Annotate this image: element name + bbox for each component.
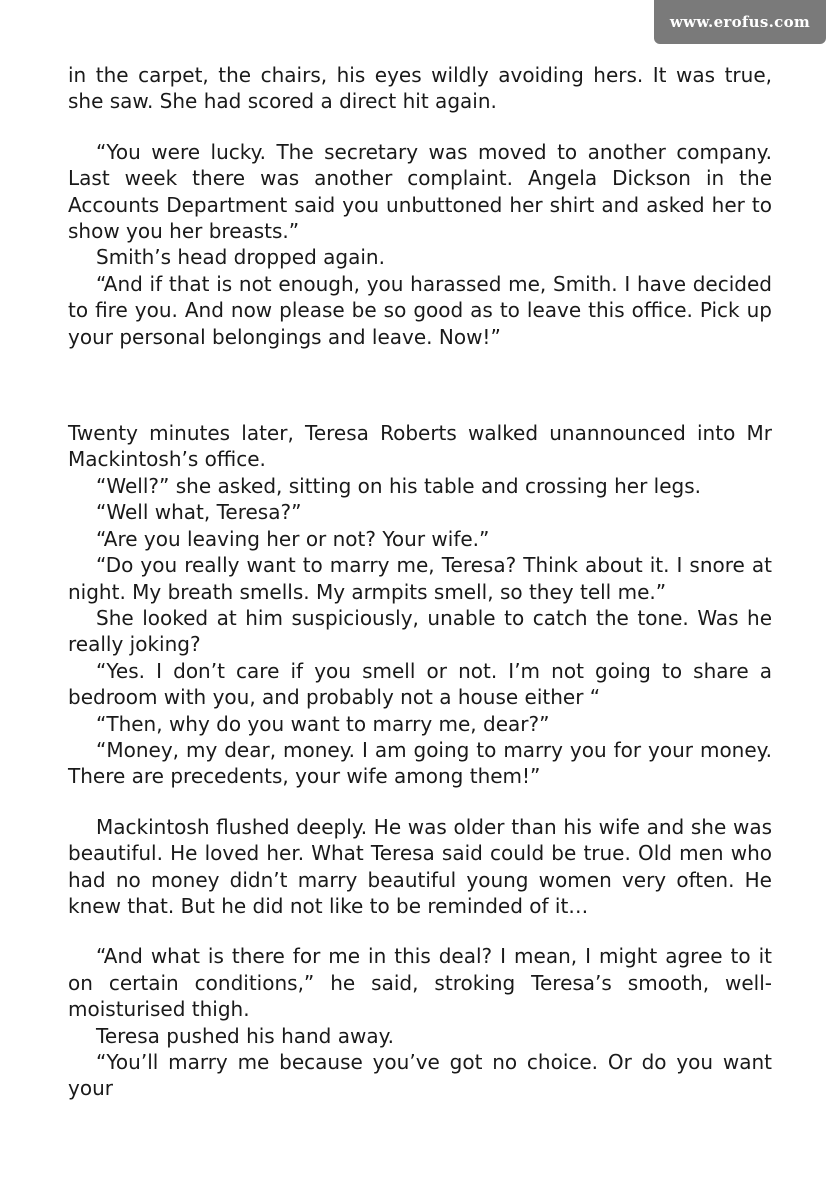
paragraph: “Money, my dear, money. I am going to marry you for your money. There are precedents, your wife among them!”: [68, 737, 772, 789]
paragraph: “And what is there for me in this deal? I mean, I might agree to it on certain conditions,” he said, stroking Teresa’s smooth, well-moisturised thigh.: [68, 944, 772, 1022]
page-text: [68, 62, 772, 1102]
watermark-text: www.erofus.com: [669, 13, 811, 31]
paragraph: “And if that is not enough, you harassed me, Smith. I have decided to fire you. And now please be so good as to leave this office. Pick up your personal belongings and leave. Now!”: [68, 271, 772, 349]
paragraph: Twenty minutes later, Teresa Roberts walked unannounced into Mr Mackintosh’s office.: [68, 421, 772, 472]
watermark-logo: [654, 0, 826, 44]
paragraph: “Do you really want to marry me, Teresa? Think about it. I snore at night. My breath smells. My armpits smell, so they tell me.”: [68, 553, 772, 604]
paragraph: Mackintosh flushed deeply. He was older than his wife and she was beautiful. He loved her. What Teresa said could be true. Old men who had no money didn’t marry beautiful young women very often. He knew that. But he did not like to be reminded of it…: [68, 814, 772, 918]
paragraph: She looked at him suspiciously, unable to catch the tone. Was he really joking?: [68, 605, 772, 657]
paragraph: “Yes. I don’t care if you smell or not. I’m not going to share a bedroom with you, and probably not a house either “: [68, 658, 772, 710]
paragraph: “You were lucky. The secretary was moved to another company. Last week there was another complaint. Angela Dickson in the Accounts Department said you unbuttoned her shirt and asked her to show you her breasts.”: [68, 139, 772, 244]
paragraph: in the carpet, the chairs, his eyes wildly avoiding hers. It was true, she saw. She had scored a direct hit again.: [68, 63, 772, 114]
paragraph: “Are you leaving her or not? Your wife.”: [96, 526, 490, 551]
paragraph: Smith’s head dropped again.: [96, 245, 385, 270]
paragraph: “You’ll marry me because you’ve got no choice. Or do you want your: [68, 1050, 772, 1101]
paragraph: “Then, why do you want to marry me, dear?”: [96, 711, 550, 736]
paragraph: “Well what, Teresa?”: [96, 500, 302, 525]
paragraph: “Well?” she asked, sitting on his table and crossing her legs.: [96, 473, 701, 498]
paragraph: Teresa pushed his hand away.: [96, 1023, 394, 1048]
